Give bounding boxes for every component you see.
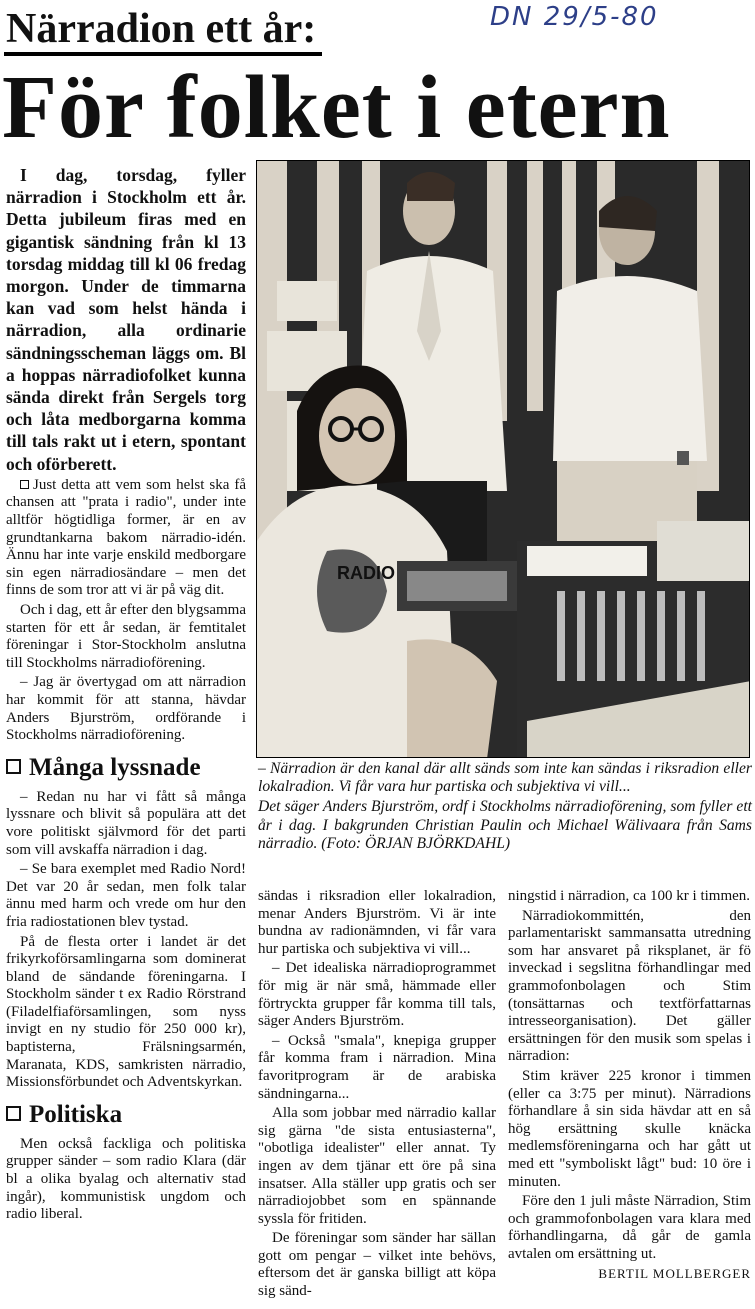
body-paragraph: Just detta att vem som helst ska få chansen att "prata i radio", under inte alltför högtidliga former, är en av grundtankarna bakom närradio-idén. Ännu har inte varje enskild medborgare sin egen närradiosändare – men det finns de som tror att vi är på väg dit. bbox=[6, 476, 246, 599]
article-photo bbox=[256, 160, 750, 758]
body-paragraph: – Det idealiska närradioprogrammet för mig är när små, hämmade eller förtryckta grupper får komma till tals, säger Anders Bjurström. bbox=[258, 960, 496, 1030]
handwritten-date-annotation: DN 29/5-80 bbox=[490, 2, 659, 32]
box-icon bbox=[6, 1106, 21, 1121]
middle-column bbox=[258, 888, 496, 1303]
left-column bbox=[6, 164, 246, 1226]
right-column bbox=[508, 888, 751, 1283]
body-paragraph: Men också fackliga och politiska grupper sänder – som radio Klara (där bl a olika byalag och alternativ stad ingår), kommunistisk ungdom och radio liberal. bbox=[6, 1135, 246, 1223]
body-paragraph: Alla som jobbar med närradio kallar sig gärna "de sista entusiasterna", "obotliga idealister" eller annat. Ty ingen av dem tjänar ett öre på sina insatser. Alla ställer upp gratis och ser närradiojobbet som en spännande syssla för fritiden. bbox=[258, 1105, 496, 1227]
photo-caption bbox=[258, 760, 752, 855]
body-paragraph: sändas i riksradion eller lokalradion, menar Anders Bjurström. Vi är inte bundna av radionämnden, vi får vara hur partiska och subjektiva vi vill... bbox=[258, 888, 496, 957]
bullet-box-icon bbox=[20, 480, 29, 489]
body-paragraph: På de flesta orter i landet är det frikyrkoförsamlingarna som dominerat bland de sändande föreningarna. I Stockholm sänder t ex Radio Rörstrand (Filadelfiaförsamlingen, som nyss invigt en ny studio för 250 000 kr), baptisterna, Frälsningsarmén, Maranata, KDS, samkristen närradio, Missionsförbundet och Adventskyrkan. bbox=[6, 933, 246, 1091]
body-paragraph: – Också "smala", knepiga grupper får komma fram i närradion. Mina favoritprogram är de arabiska sändningarna... bbox=[258, 1032, 496, 1102]
shirt-text: RADIO bbox=[337, 563, 395, 583]
body-paragraph: ningstid i närradion, ca 100 kr i timmen. bbox=[508, 888, 751, 904]
body-paragraph: Och i dag, ett år efter den blygsamma starten för ett år sedan, är femtitalet föreningar i Stor-Stockholm anslutna till Stockholms närradioförening. bbox=[6, 602, 246, 671]
body-paragraph: De föreningar som sänder har sällan gott om pengar – vilket inte behövs, eftersom det är ganska billigt att köpa sig sänd- bbox=[258, 1230, 496, 1300]
body-paragraph: Före den 1 juli måste Närradion, Stim och grammofonbolagen vara klara med förhandlingarna, då går de gamla avtalen om ersättning ut. bbox=[508, 1193, 751, 1262]
main-headline: För folket i etern bbox=[2, 58, 671, 157]
lead-paragraph: I dag, torsdag, fyller närradion i Stockholm ett år. Detta jubileum firas med en gigantisk sändning från kl 13 torsdag middag till kl 06 fredag morgon. Under de timmarna kan vad som helst hända i närradion, alla ordinarie sändningsscheman läggs om. Bl a hoppas närradiofolket kunna sända direkt från Sergels torg och låta medborgarna komma till tals rakt ut i etern, spontant och oförberett. bbox=[6, 165, 246, 474]
caption-paragraph: Det säger Anders Bjurström, ordf i Stockholms närradioförening, som fyller ett år i dag. I bakgrunden Christian Paulin och Michael Wälivaara från Sams närradio. (Foto: ÖRJAN BJÖRKDAHL) bbox=[258, 798, 752, 852]
body-paragraph: Närradiokommittén, den parlamentariskt sammansatta utredning som har ansvaret på riksplanet, är fö inveckad i segslitna förhandlingar med grammofonbolagen och Stim (tonsättarnas och textförfattarnas intresseorganisation). Det gäller ersättningen för den musik som spelas i närradion: bbox=[508, 907, 751, 1065]
body-paragraph: Stim kräver 225 kronor i timmen (eller ca 3:75 per minut). Närradions förhandlare å sin sida hävdar att en så hög ersättning skulle knäcka medlemsföreningarna och har gått ut med ett "symboliskt lågt" bud: 10 öre i minuten. bbox=[508, 1067, 751, 1190]
subhead-many-listened: Många lyssnade bbox=[6, 753, 246, 783]
caption-paragraph: – Närradion är den kanal där allt sänds som inte kan sändas i riksradion eller lokalradion. Vi får vara hur partiska och subjektiva vi vill... bbox=[258, 760, 752, 796]
body-paragraph: – Redan nu har vi fått så många lyssnare och blivit så populära att det vore politiskt självmord för det parti som vill avskaffa närradion i dag. bbox=[6, 788, 246, 858]
byline: BERTIL MOLLBERGER bbox=[598, 1266, 751, 1282]
box-icon bbox=[6, 759, 21, 774]
body-paragraph: – Se bara exemplet med Radio Nord! Det var 20 år sedan, men folk talar ännu med harm och vrede om hur den fria radiostationen blev tystad. bbox=[6, 861, 246, 930]
kicker-headline: Närradion ett år: bbox=[4, 4, 322, 56]
body-paragraph: – Jag är övertygad om att närradion har kommit för att stanna, hävdar Anders Bjurström, ordförande i Stockholms närradioförening. bbox=[6, 674, 246, 744]
subhead-political: Politiska bbox=[6, 1100, 246, 1130]
